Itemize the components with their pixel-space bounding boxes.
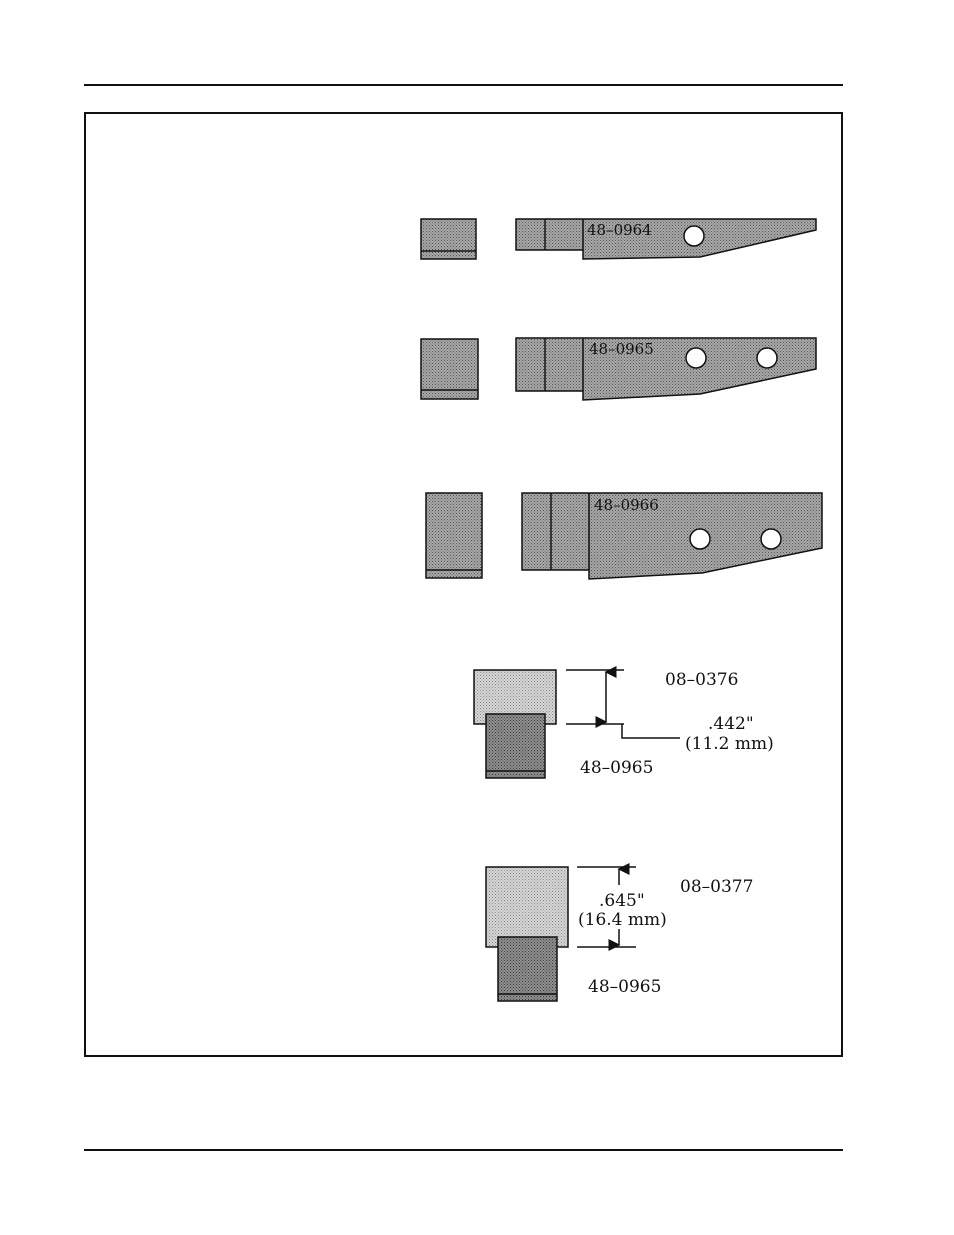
side-view-48-0964 — [516, 219, 816, 259]
mounting-hole — [684, 226, 704, 246]
top-part-label: 08–0376 — [665, 670, 739, 690]
mounting-hole — [757, 348, 777, 368]
side-view-48-0965 — [516, 338, 816, 400]
dimension-mm: (16.4 mm) — [578, 910, 667, 930]
assembly-08-0376 — [474, 670, 774, 778]
end-view-48-0965 — [421, 339, 478, 399]
end-view-48-0964 — [421, 219, 476, 259]
base-part-label: 48–0965 — [580, 758, 654, 778]
mounting-hole — [686, 348, 706, 368]
mounting-hole — [690, 529, 710, 549]
part-48-0965 — [421, 338, 816, 400]
part-label: 48–0966 — [594, 496, 659, 514]
end-view-48-0966 — [426, 493, 482, 578]
assembly-08-0377 — [486, 867, 753, 1001]
base-part-label: 48–0965 — [588, 977, 662, 997]
mounting-hole — [761, 529, 781, 549]
dimension-mm: (11.2 mm) — [685, 734, 774, 754]
base-block — [486, 714, 545, 778]
part-48-0966 — [426, 493, 822, 579]
top-part-label: 08–0377 — [680, 877, 754, 897]
part-label: 48–0964 — [587, 221, 652, 239]
side-view-48-0966 — [522, 493, 822, 579]
part-48-0964 — [421, 219, 816, 259]
dimension-inches: .645" — [599, 891, 645, 911]
base-block — [498, 937, 557, 1001]
dimension-inches: .442" — [708, 714, 754, 734]
part-label: 48–0965 — [589, 340, 654, 358]
top-block — [486, 867, 568, 947]
